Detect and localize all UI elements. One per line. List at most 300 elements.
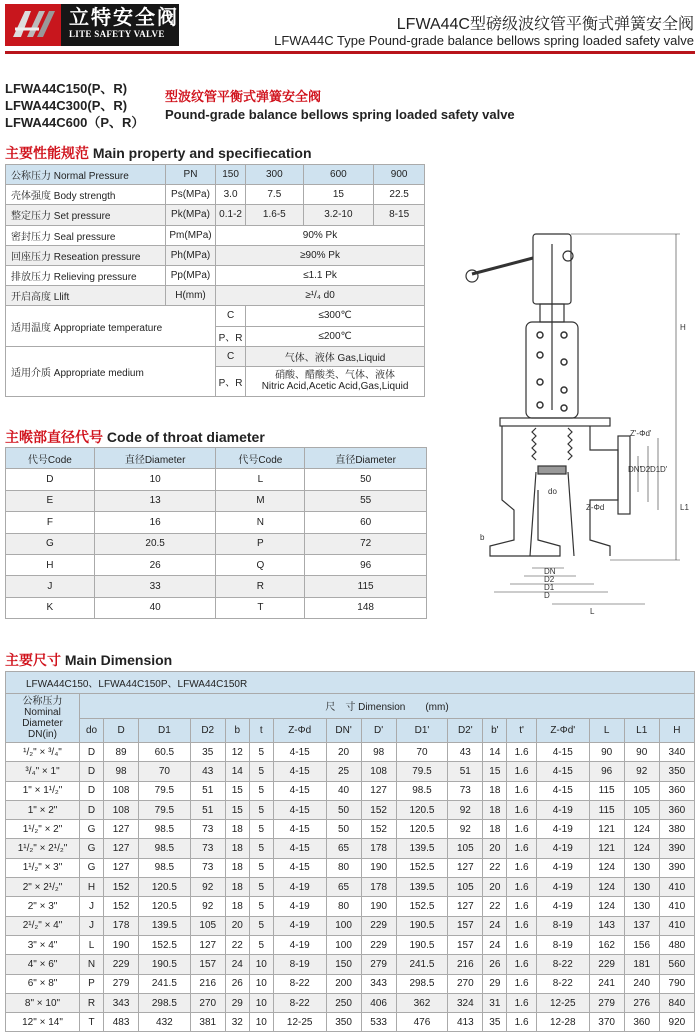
column-header: Z-Φd — [273, 718, 326, 743]
cell: 298.5 — [139, 993, 191, 1012]
dn-cell: 12" × 14" — [6, 1013, 80, 1032]
cell: 343 — [361, 974, 396, 993]
cell: 51 — [190, 800, 225, 819]
table-row — [6, 781, 695, 800]
column-header: t — [249, 718, 273, 743]
column-header: DN' — [326, 718, 361, 743]
cell: 5 — [249, 916, 273, 935]
bellows — [532, 428, 572, 460]
cell: 92 — [448, 800, 483, 819]
column-header: L — [589, 718, 624, 743]
dn-cell: 4" × 6" — [6, 955, 80, 974]
cell: 70 — [396, 743, 448, 762]
cell: 127 — [448, 858, 483, 877]
cell: 340 — [659, 743, 694, 762]
cell: 8-19 — [536, 916, 589, 935]
cell: 43 — [448, 743, 483, 762]
cell: 362 — [396, 993, 448, 1012]
model-list — [5, 80, 144, 131]
cell: 24 — [483, 935, 507, 954]
cell: 73 — [190, 858, 225, 877]
cell: 8-19 — [536, 935, 589, 954]
cell: 40 — [326, 781, 361, 800]
cell: 390 — [659, 839, 694, 858]
model-item: LFWA44C600（P、R） — [5, 115, 145, 130]
cell: 229 — [104, 955, 139, 974]
cell: 190.5 — [396, 916, 448, 935]
cell: 98.5 — [139, 820, 191, 839]
cell: 279 — [361, 955, 396, 974]
cell: 10 — [249, 1013, 273, 1032]
cell: 10 — [249, 955, 273, 974]
cell: 4-15 — [273, 800, 326, 819]
cell: 190.5 — [396, 935, 448, 954]
row-unit: Pm(MPa) — [166, 225, 216, 245]
cell: 1.6 — [507, 935, 537, 954]
dn-column-header: 公称压力 Nominal Diameter DN(in) — [6, 694, 80, 743]
cell: 10 — [94, 469, 216, 490]
cell: 70 — [139, 762, 191, 781]
cell: 4-15 — [536, 781, 589, 800]
cell: 15 — [303, 185, 374, 205]
table-row — [6, 185, 425, 205]
cell: 115 — [305, 576, 427, 597]
cell: 350 — [659, 762, 694, 781]
table-row — [6, 346, 425, 366]
row-unit: H(mm) — [166, 286, 216, 306]
cell: D — [6, 469, 95, 490]
cell: 29 — [483, 974, 507, 993]
cell: 12 — [225, 743, 249, 762]
cell: 270 — [448, 974, 483, 993]
column-header: 直径Diameter — [305, 448, 427, 469]
cell: 200 — [326, 974, 361, 993]
cell: 152 — [104, 878, 139, 897]
row-label: 公称压力 Normal Pressure — [6, 165, 166, 185]
cell: G — [80, 858, 104, 877]
cell: 90 — [624, 743, 659, 762]
table-header-row — [6, 694, 695, 719]
cell: 121 — [589, 820, 624, 839]
cell: 108 — [361, 762, 396, 781]
cell: 15 — [225, 800, 249, 819]
page-title-cn: LFWA44C型磅级波纹管平衡式弹簧安全阀 — [396, 16, 694, 33]
cell: 14 — [225, 762, 249, 781]
dimension-table — [5, 671, 695, 1032]
section-title-en: Main Dimension — [64, 652, 173, 668]
cell: D — [80, 762, 104, 781]
cell: 229 — [361, 916, 396, 935]
cell: D — [80, 800, 104, 819]
cell: 137 — [624, 916, 659, 935]
column-header: H — [659, 718, 694, 743]
cell: 324 — [448, 993, 483, 1012]
table-row — [6, 993, 695, 1012]
svg-text:b: b — [480, 533, 485, 542]
row-unit: PN — [166, 165, 216, 185]
cell: 89 — [104, 743, 139, 762]
cell: 390 — [659, 858, 694, 877]
cell: 115 — [589, 781, 624, 800]
cell: 18 — [225, 897, 249, 916]
cell: 162 — [589, 935, 624, 954]
cell: 4-19 — [536, 839, 589, 858]
svg-text:D2': D2' — [640, 465, 652, 474]
cell: 4-15 — [273, 781, 326, 800]
cell: 4-19 — [536, 878, 589, 897]
cell: ≥90% Pk — [216, 245, 425, 265]
column-header: L1 — [624, 718, 659, 743]
table-row — [6, 1013, 695, 1032]
cell: 51 — [190, 781, 225, 800]
cell: 20.5 — [94, 533, 216, 554]
cell: 216 — [190, 974, 225, 993]
model-item: LFWA44C300(P、R) — [5, 98, 128, 113]
dn-cell: 1¹/₂" × 3" — [6, 858, 80, 877]
cell: 216 — [448, 955, 483, 974]
dn-cell: 6" × 8" — [6, 974, 80, 993]
svg-text:H: H — [680, 323, 686, 332]
lever-eye — [466, 270, 478, 282]
svg-text:D1: D1 — [544, 583, 555, 592]
cell: 410 — [659, 916, 694, 935]
throat-table — [5, 447, 427, 619]
cell: 279 — [104, 974, 139, 993]
cell: 127 — [448, 897, 483, 916]
cell: 92 — [190, 897, 225, 916]
cell: 157 — [190, 955, 225, 974]
cell: 4-19 — [536, 897, 589, 916]
cell: 气体、液体 Gas,Liquid — [246, 346, 425, 366]
cell: 124 — [589, 858, 624, 877]
cell: 124 — [624, 820, 659, 839]
dn-cell: 3" × 4" — [6, 935, 80, 954]
cell: 1.6 — [507, 762, 537, 781]
cell: 152.5 — [396, 897, 448, 916]
table-row — [6, 165, 425, 185]
dimension-span-header: 尺 寸 Dimension (mm) — [80, 694, 695, 719]
cell: 98 — [361, 743, 396, 762]
cell: 1.6 — [507, 800, 537, 819]
cell: 98.5 — [139, 839, 191, 858]
svg-text:D2: D2 — [544, 575, 555, 584]
cell: 139.5 — [139, 916, 191, 935]
cell: 73 — [448, 781, 483, 800]
cell: 143 — [589, 916, 624, 935]
logo-emblem-icon — [5, 4, 61, 46]
svg-text:DN: DN — [544, 567, 556, 576]
cell: 190 — [361, 858, 396, 877]
cell: F — [6, 512, 95, 533]
page-title-en: LFWA44C Type Pound-grade balance bellows spring loaded safety valve — [274, 33, 694, 48]
cell: 5 — [249, 800, 273, 819]
svg-text:L: L — [590, 607, 595, 616]
cell: 16 — [94, 512, 216, 533]
cell: 3.2-10 — [303, 205, 374, 225]
table-row — [6, 839, 695, 858]
cell: 108 — [104, 800, 139, 819]
row-label: 整定压力 Set pressure — [6, 205, 166, 225]
cell: 124 — [624, 839, 659, 858]
brand-logo — [5, 4, 179, 46]
column-header: t' — [507, 718, 537, 743]
cell: 100 — [326, 935, 361, 954]
cell: 1.6 — [507, 955, 537, 974]
table-row — [6, 265, 425, 285]
cell: 35 — [483, 1013, 507, 1032]
cell: 8-22 — [536, 974, 589, 993]
svg-text:D': D' — [660, 465, 668, 474]
column-header: b' — [483, 718, 507, 743]
cell: 152.5 — [139, 935, 191, 954]
column-header: 直径Diameter — [94, 448, 216, 469]
row-label: 开启高度 Llift — [6, 286, 166, 306]
cell: 24 — [225, 955, 249, 974]
cell: 100 — [326, 916, 361, 935]
cell: 250 — [326, 993, 361, 1012]
subtitle-cn: 型波纹管平衡式弹簧安全阀 — [165, 89, 322, 104]
cell: M — [216, 490, 305, 511]
cell: 190 — [104, 935, 139, 954]
dimension-labels — [480, 323, 689, 616]
cell: 410 — [659, 897, 694, 916]
cell: 120.5 — [139, 878, 191, 897]
cell: 380 — [659, 820, 694, 839]
cell: 12-28 — [536, 1013, 589, 1032]
cell: 55 — [305, 490, 427, 511]
table-row — [6, 286, 425, 306]
cell: 5 — [249, 839, 273, 858]
cell: 5 — [249, 781, 273, 800]
cell: 4-15 — [273, 858, 326, 877]
section-title-throat — [5, 427, 265, 447]
cell: 190 — [361, 897, 396, 916]
column-header: D' — [361, 718, 396, 743]
table-row — [6, 897, 695, 916]
cell: 1.6 — [507, 993, 537, 1012]
table-row — [6, 225, 425, 245]
table-row — [6, 306, 425, 326]
table-row — [6, 820, 695, 839]
cell: 360 — [624, 1013, 659, 1032]
table-row — [6, 245, 425, 265]
cell: 157 — [448, 916, 483, 935]
cell: P、R — [216, 366, 246, 396]
row-unit: Ps(MPa) — [166, 185, 216, 205]
cell: 60.5 — [139, 743, 191, 762]
cell: 370 — [589, 1013, 624, 1032]
cell: P、R — [216, 326, 246, 346]
cell: 139.5 — [396, 878, 448, 897]
cell: 60 — [305, 512, 427, 533]
cell: 5 — [249, 743, 273, 762]
subtitle-en: Pound-grade balance bellows spring loaded safety valve — [165, 107, 515, 122]
cell: 381 — [190, 1013, 225, 1032]
cell: 15 — [225, 781, 249, 800]
svg-text:Z-Φd: Z-Φd — [586, 503, 605, 512]
cell: 8-22 — [273, 993, 326, 1012]
cell: 560 — [659, 955, 694, 974]
cell: 22 — [225, 935, 249, 954]
cell: 96 — [305, 554, 427, 575]
cell: 139.5 — [396, 839, 448, 858]
cell: 4-19 — [536, 858, 589, 877]
cell: 18 — [225, 839, 249, 858]
cell: ≥¹/₄ d0 — [216, 286, 425, 306]
cell: H — [80, 878, 104, 897]
cell: 105 — [448, 878, 483, 897]
cell: 406 — [361, 993, 396, 1012]
cell: C — [216, 306, 246, 326]
cell: 98.5 — [139, 858, 191, 877]
cell: 533 — [361, 1013, 396, 1032]
table-row — [6, 800, 695, 819]
table-row — [6, 205, 425, 225]
cell: 148 — [305, 597, 427, 618]
cell: D — [80, 781, 104, 800]
cell: C — [216, 346, 246, 366]
cell: R — [216, 576, 305, 597]
column-header: 代号Code — [216, 448, 305, 469]
cell: 1.6 — [507, 743, 537, 762]
svg-text:L1: L1 — [680, 503, 689, 512]
page-header — [0, 0, 700, 56]
model-item: LFWA44C150(P、R) — [5, 81, 128, 96]
cell: 20 — [225, 916, 249, 935]
svg-text:D: D — [544, 591, 550, 600]
cell: 35 — [190, 743, 225, 762]
dn-cell: ¹/₂" × ³/₄" — [6, 743, 80, 762]
cell: 105 — [624, 800, 659, 819]
cell: 14 — [483, 743, 507, 762]
section-title-dimension — [5, 650, 172, 670]
cell: 98 — [104, 762, 139, 781]
cell: 127 — [104, 820, 139, 839]
section-title-en: Code of throat diameter — [106, 429, 265, 445]
cell: Q — [216, 554, 305, 575]
table-row — [6, 935, 695, 954]
cell: 5 — [249, 858, 273, 877]
table-row — [6, 878, 695, 897]
cell: G — [80, 839, 104, 858]
cell: 65 — [326, 878, 361, 897]
cell: 480 — [659, 935, 694, 954]
cell: 1.6 — [507, 878, 537, 897]
cell — [246, 366, 425, 396]
cell: 4-19 — [536, 820, 589, 839]
cell: 12-25 — [273, 1013, 326, 1032]
model-row-label: LFWA44C150、LFWA44C150P、LFWA44C150R — [6, 672, 695, 694]
cell: 25 — [326, 762, 361, 781]
lift-lever — [472, 258, 533, 274]
column-header: D1 — [139, 718, 191, 743]
cell: L — [80, 935, 104, 954]
cell: 90% Pk — [216, 225, 425, 245]
cell: K — [6, 597, 95, 618]
table-row — [6, 974, 695, 993]
cell: 276 — [624, 993, 659, 1012]
cell: 4-19 — [536, 800, 589, 819]
cell: 10 — [249, 993, 273, 1012]
cell: 121 — [589, 839, 624, 858]
cell: 120.5 — [139, 897, 191, 916]
cell: 360 — [659, 800, 694, 819]
cell: 26 — [483, 955, 507, 974]
cell: 4-15 — [273, 762, 326, 781]
cell: 4-15 — [536, 743, 589, 762]
dn-cell: 2" × 3" — [6, 897, 80, 916]
cell: R — [80, 993, 104, 1012]
cell-line: Nitric Acid,Acetic Acid,Gas,Liquid — [261, 381, 409, 393]
product-subtitle — [165, 86, 515, 122]
cell: 298.5 — [396, 974, 448, 993]
cell: 120.5 — [396, 820, 448, 839]
cell: ≤300℃ — [246, 306, 425, 326]
cell: 4-19 — [273, 916, 326, 935]
cell: 7.5 — [246, 185, 303, 205]
cell: 5 — [249, 897, 273, 916]
cell: 127 — [190, 935, 225, 954]
cell: 8-19 — [273, 955, 326, 974]
cell: 8-22 — [536, 955, 589, 974]
cell: 4-19 — [273, 935, 326, 954]
table-row — [6, 512, 427, 533]
cell: 50 — [305, 469, 427, 490]
section-title-property — [5, 143, 312, 163]
cell: 22 — [483, 897, 507, 916]
cell: 26 — [225, 974, 249, 993]
column-header: 代号Code — [6, 448, 95, 469]
outlet-flange — [618, 436, 630, 514]
cell: 790 — [659, 974, 694, 993]
cell: 152 — [361, 800, 396, 819]
cell: L — [216, 469, 305, 490]
cell: 80 — [326, 897, 361, 916]
cell: 92 — [624, 762, 659, 781]
dn-cell: 1¹/₂" × 2" — [6, 820, 80, 839]
row-label: 壳体强度 Body strength — [6, 185, 166, 205]
cell: 413 — [448, 1013, 483, 1032]
dimension-lines — [494, 234, 680, 604]
cell: G — [80, 820, 104, 839]
section-title-cn: 主喉部直径代号 — [5, 429, 103, 445]
cell: 3.0 — [216, 185, 246, 205]
cell: N — [80, 955, 104, 974]
cell: 1.6 — [507, 820, 537, 839]
header-divider — [5, 51, 695, 54]
cell: 156 — [624, 935, 659, 954]
cell: ≤200℃ — [246, 326, 425, 346]
bonnet-flange — [500, 418, 610, 426]
cell: 840 — [659, 993, 694, 1012]
cell: 152 — [361, 820, 396, 839]
cell: 1.6 — [507, 781, 537, 800]
cell: 31 — [483, 993, 507, 1012]
cell: 29 — [225, 993, 249, 1012]
cell: 43 — [190, 762, 225, 781]
cell-line: 硝酸、醋酸类、气体、液体 — [275, 370, 396, 382]
cell: 1.6 — [507, 897, 537, 916]
cell: 40 — [94, 597, 216, 618]
table-row — [6, 955, 695, 974]
cell: 92 — [448, 820, 483, 839]
cell: 1.6 — [507, 839, 537, 858]
table-row — [6, 576, 427, 597]
cell: 178 — [361, 878, 396, 897]
cell: 12-25 — [536, 993, 589, 1012]
cell: 50 — [326, 800, 361, 819]
cell: 152.5 — [396, 858, 448, 877]
